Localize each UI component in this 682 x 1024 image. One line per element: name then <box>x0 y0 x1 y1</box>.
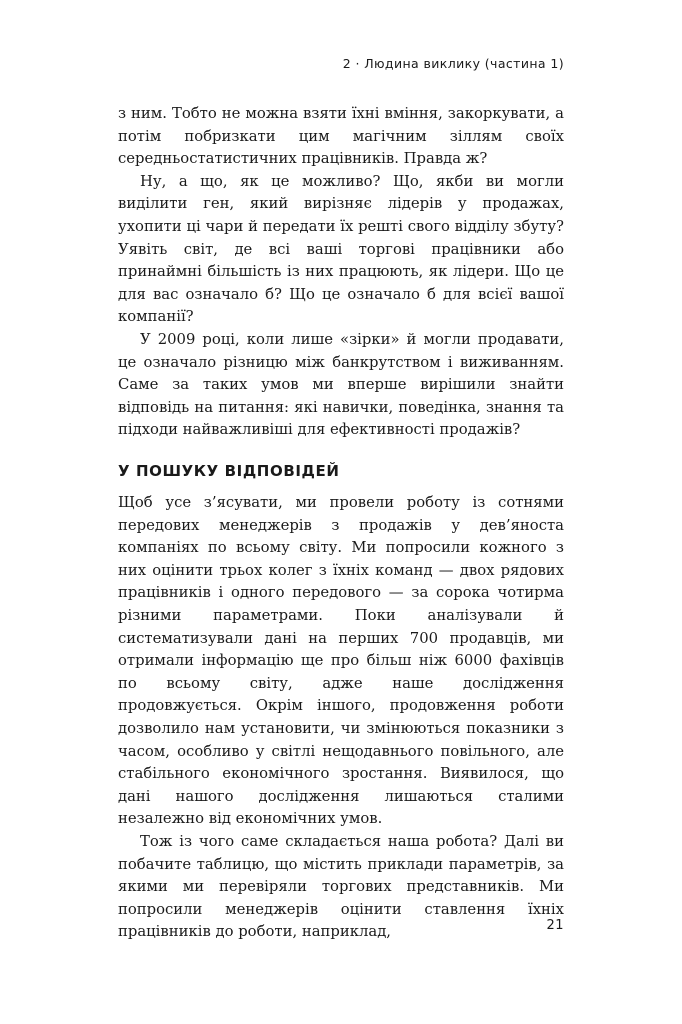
body-text-top <box>118 103 564 442</box>
paragraph: Тож із чого саме складається наша робота? Далі ви побачите таблицю, що містить приклади параметрів, за якими ми перевіряли торгових представників. Ми попросили менеджерів оцінити ставлення їхніх працівників до роботи, наприклад, <box>118 832 564 941</box>
running-head: 2 · Людина виклику (частина 1) <box>342 56 564 71</box>
paragraph: У 2009 році, коли лише «зірки» й могли продавати, це означало різницю між банкрутством і виживанням. Саме за таких умов ми вперше вирішили знайти відповідь на питання: які навички, поведінка, знання та підходи найважливіші для ефективності продажів? <box>118 330 564 439</box>
body-text-bottom <box>118 492 564 944</box>
page-number: 21 <box>546 918 564 933</box>
section-heading: У ПОШУКУ ВІДПОВІДЕЙ <box>118 462 340 480</box>
paragraph: Щоб усе з’ясувати, ми провели роботу із сотнями передових менеджерів з продажів у дев’яноста компаніях по всьому світу. Ми попросили кожного з них оцінити трьох колег з їхніх команд — двох рядових працівників і одного передового — за сорока чотирма різними параметрами. Поки аналізували й систематизували дані на перших 700 продавців, ми отримали інформацію ще про більш ніж 6000 фахівців по всьому світу, адже наше дослідження продовжується. Окрім іншого, продовження роботи дозволило нам установити, чи змінюються показники з часом, особливо у світлі нещодавнього повільного, але стабільного економічного зростання. Виявилося, що дані нашого дослідження лишаються сталими незалежно від економічних умов. <box>118 494 564 828</box>
paragraph: Ну, а що, як це можливо? Що, якби ви могли виділити ген, який вирізняє лідерів у продажах, ухопити ці чари й передати їх решті свого відділу збуту? Уявіть світ, де всі ваші торгові працівники або принаймні більшість із них працюють, як лідери. Що це для вас означало б? Що це означало б для всієї вашої компанії? <box>118 172 564 326</box>
paragraph: з ним. Тобто не можна взяти їхні вміння, закоркувати, а потім побризкати цим магічним зіллям своїх середньостатистичних працівників. Правда ж? <box>118 105 564 168</box>
